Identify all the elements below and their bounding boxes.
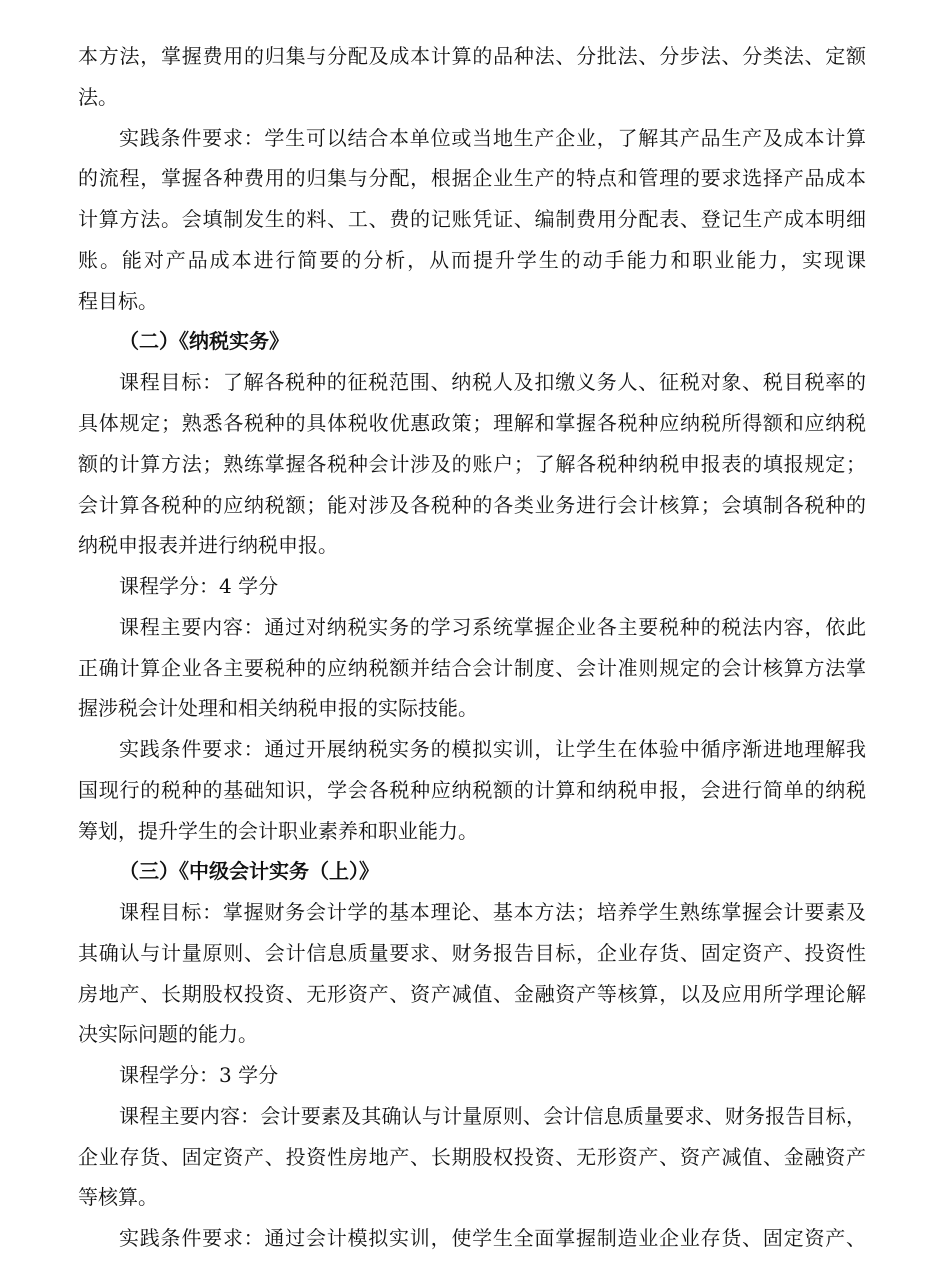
section-heading: （三）《中级会计实务（上）》 <box>119 859 379 883</box>
paragraph-line: 额的计算方法；熟练掌握各税种会计涉及的账户；了解各税种纳税申报表的填报规定； <box>78 452 866 476</box>
paragraph-line: 课程学分：3 学分 <box>119 1063 279 1087</box>
paragraph-line: 具体规定；熟悉各税种的具体税收优惠政策；理解和掌握各税种应纳税所得额和应纳税 <box>78 411 866 435</box>
paragraph-line: 课程主要内容：会计要素及其确认与计量原则、会计信息质量要求、财务报告目标， <box>119 1104 866 1128</box>
paragraph-line: 实践条件要求：通过会计模拟实训，使学生全面掌握制造业企业存货、固定资产、 <box>119 1226 866 1250</box>
paragraph-line: 的流程，掌握各种费用的归集与分配，根据企业生产的特点和管理的要求选择产品成本 <box>78 166 866 190</box>
paragraph-line: 纳税申报表并进行纳税申报。 <box>78 533 338 557</box>
paragraph-line: 课程目标：了解各税种的征税范围、纳税人及扣缴义务人、征税对象、税目税率的 <box>119 370 866 394</box>
paragraph-line: 正确计算企业各主要税种的应纳税额并结合会计制度、会计准则规定的会计核算方法掌 <box>78 656 866 680</box>
paragraph-line: 国现行的税种的基础知识，学会各税种应纳税额的计算和纳税申报，会进行简单的纳税 <box>78 778 866 802</box>
paragraph-line: 课程主要内容：通过对纳税实务的学习系统掌握企业各主要税种的税法内容，依此 <box>119 615 866 639</box>
paragraph-line: 计算方法。会填制发生的料、工、费的记账凭证、编制费用分配表、登记生产成本明细 <box>78 207 866 231</box>
paragraph-line: 课程学分：4 学分 <box>119 574 279 598</box>
paragraph-line: 实践条件要求：通过开展纳税实务的模拟实训，让学生在体验中循序渐进地理解我 <box>119 737 866 761</box>
paragraph-line: 账。能对产品成本进行简要的分析，从而提升学生的动手能力和职业能力，实现课 <box>78 248 866 272</box>
paragraph-line: 决实际问题的能力。 <box>78 1022 258 1046</box>
paragraph-line: 筹划，提升学生的会计职业素养和职业能力。 <box>78 819 478 843</box>
paragraph-line: 实践条件要求：学生可以结合本单位或当地生产企业，了解其产品生产及成本计算 <box>119 126 866 150</box>
paragraph-line: 其确认与计量原则、会计信息质量要求、财务报告目标，企业存货、固定资产、投资性 <box>78 941 866 965</box>
paragraph-line: 课程目标：掌握财务会计学的基本理论、基本方法；培养学生熟练掌握会计要素及 <box>119 900 866 924</box>
paragraph-line: 法。 <box>78 85 118 109</box>
paragraph-line: 企业存货、固定资产、投资性房地产、长期股权投资、无形资产、资产减值、金融资产 <box>78 1145 866 1169</box>
paragraph-line: 本方法，掌握费用的归集与分配及成本计算的品种法、分批法、分步法、分类法、定额 <box>78 44 866 68</box>
paragraph-line: 握涉税会计处理和相关纳税申报的实际技能。 <box>78 696 478 720</box>
paragraph-line: 程目标。 <box>78 289 158 313</box>
section-heading: （二）《纳税实务》 <box>119 329 289 353</box>
paragraph-line: 房地产、长期股权投资、无形资产、资产减值、金融资产等核算，以及应用所学理论解 <box>78 982 866 1006</box>
paragraph-line: 会计算各税种的应纳税额；能对涉及各税种的各类业务进行会计核算；会填制各税种的 <box>78 493 866 517</box>
paragraph-line: 等核算。 <box>78 1185 158 1209</box>
